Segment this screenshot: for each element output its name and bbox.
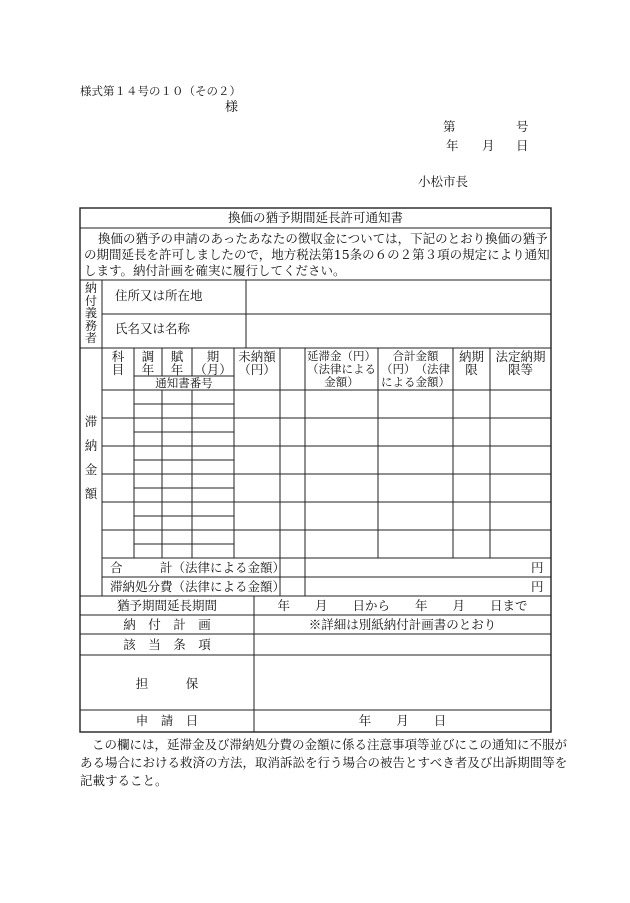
name-label: 氏名又は名称	[115, 321, 191, 336]
header-due-date: 納期 限	[458, 349, 484, 377]
intro-line-3: します。納付計画を確実に履行してください。	[84, 263, 346, 278]
header-levy-year: 賦 年	[170, 349, 184, 377]
header-period: 期 （月）	[194, 349, 232, 377]
document-title: 換価の猶予期間延長許可通知書	[227, 210, 403, 225]
extension-period-label: 猶予期間延長期間	[116, 598, 217, 613]
form-number: 様式第１４号の１０（その２）	[80, 84, 241, 98]
sum-label: 合 計（法律による金額）	[110, 560, 286, 575]
header-item: 科 目	[111, 349, 125, 377]
application-date-value: 年 月 日	[358, 713, 447, 728]
document-number-prefix: 第	[443, 119, 456, 134]
disposition-fee-label: 滞納処分費（法律による金額）	[110, 579, 286, 594]
arrears-side-label: 滞 納 金 額	[84, 414, 98, 501]
footnote-line-2: ある場合における救済の方法，取消訴訟を行う場合の被告とすべき者及び出訴期間等を	[80, 755, 568, 770]
header-unpaid: 未納額 （円）	[238, 349, 276, 377]
obligor-heading: 納 付 義 務 者	[84, 281, 97, 346]
applicable-clause-label: 該 当 条 項	[123, 637, 211, 652]
application-date-label: 申 請 日	[135, 713, 199, 728]
extension-period-value: 年 月 日から 年 月 日まで	[277, 598, 528, 613]
intro-line-2: の期間延長を許可しましたので，地方税法第15条の６の２第３項の規定により通知	[84, 247, 550, 262]
document-number-suffix: 号	[516, 119, 529, 134]
payment-plan-label: 納 付 計 画	[123, 617, 211, 632]
header-legal-due-date: 法定納期 限等	[495, 349, 546, 377]
header-total: 合計金額 （円） （法律 による金額）	[381, 349, 450, 389]
addressee-suffix: 様	[225, 100, 239, 115]
payment-plan-value: ※詳細は別紙納付計画書のとおり	[308, 617, 497, 632]
date-month: 月	[482, 138, 495, 153]
footnote-line-3: 記載すること。	[80, 773, 168, 788]
intro-line-1: 換価の猶予の申請のあったあなたの徴収金については，下記のとおり換価の猶予	[98, 231, 548, 246]
sum-unit: 円	[531, 560, 544, 575]
date-year: 年	[446, 138, 459, 153]
footnote-line-1: この欄には，延滞金及び滞納処分費の金額に係る注意事項等並びにこの通知に不服が	[92, 737, 568, 752]
collateral-label: 担 保	[135, 676, 199, 691]
issuer: 小松市長	[418, 174, 469, 189]
header-notice-number: 通知書番号	[155, 376, 213, 390]
header-assessment-year: 調 年	[141, 349, 155, 377]
header-late-fee: 延滞金（円） （法律による 金額）	[307, 349, 376, 389]
address-label: 住所又は所在地	[115, 288, 203, 303]
date-day: 日	[516, 138, 529, 153]
disposition-fee-unit: 円	[531, 579, 544, 594]
